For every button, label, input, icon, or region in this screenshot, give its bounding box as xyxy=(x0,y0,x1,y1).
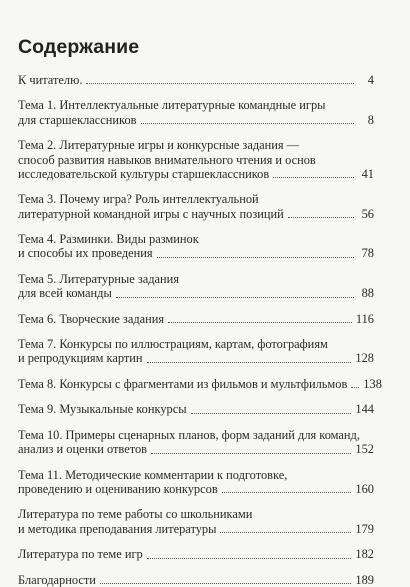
toc-entry xyxy=(18,192,374,221)
page-number: 56 xyxy=(361,206,374,221)
toc-entry-text xyxy=(18,428,374,457)
dot-leader xyxy=(86,83,354,84)
toc-entry-line: Тема 2. Литературные игры и конкурсные задания — xyxy=(18,138,300,153)
page-number: 4 xyxy=(367,73,374,87)
toc-entry-text xyxy=(18,312,374,326)
toc-entry xyxy=(18,428,374,457)
toc-entry-text xyxy=(18,73,374,87)
dot-leader xyxy=(147,558,352,559)
dot-leader xyxy=(191,413,352,414)
page-number: 8 xyxy=(367,112,374,127)
dot-leader xyxy=(157,257,354,258)
toc-entry-text xyxy=(18,138,374,181)
toc-entry-line: Тема 5. Литературные задания xyxy=(18,271,180,286)
toc-entry-text xyxy=(18,98,374,127)
toc-entry xyxy=(18,468,374,497)
toc-entry xyxy=(18,73,374,87)
toc-entry-text xyxy=(18,573,374,587)
toc-entry-line: и методика преподавания литературы xyxy=(18,521,217,536)
dot-leader xyxy=(116,297,354,298)
toc-entry-text xyxy=(18,468,374,497)
dot-leader xyxy=(147,362,352,363)
page-number: 88 xyxy=(361,286,374,301)
dot-leader xyxy=(288,217,354,218)
page-number: 152 xyxy=(355,442,374,457)
toc-entry-line: и способы их проведения xyxy=(18,246,153,261)
toc-entry-line: и репродукциям картин xyxy=(18,351,143,366)
toc-entry-line: Тема 9. Музыкальные конкурсы xyxy=(18,402,187,417)
toc-entry-line: Тема 11. Методические комментарии к подготовке, xyxy=(18,467,288,482)
page-number: 189 xyxy=(355,572,374,587)
toc-entry xyxy=(18,232,374,261)
toc-entry-text xyxy=(18,232,374,261)
page-number: 78 xyxy=(361,246,374,261)
dot-leader xyxy=(273,177,354,178)
toc-entry-line: Тема 1. Интеллектуальные литературные командные игры xyxy=(18,98,326,113)
toc-entry xyxy=(18,402,374,416)
toc-entry-line: анализ и оценки ответов xyxy=(18,442,148,457)
toc-entry-line: Тема 10. Примеры сценарных планов, форм заданий для команд, xyxy=(18,427,360,442)
toc-entry xyxy=(18,312,374,326)
dot-leader xyxy=(168,322,352,323)
toc-entry-text xyxy=(18,377,382,391)
toc-entry-line: способ развития навыков внимательного чтения и основ xyxy=(18,152,316,167)
toc-entry-line: для старшеклассников xyxy=(18,112,137,127)
dot-leader xyxy=(222,492,352,493)
toc-entry xyxy=(18,138,374,181)
toc-entry-line: литературной командной игры с научных позиций xyxy=(18,206,284,221)
page-number: 116 xyxy=(355,311,374,326)
page-number: 179 xyxy=(355,521,374,536)
toc-entry xyxy=(18,98,374,127)
toc-entry-text xyxy=(18,547,374,561)
toc-entry-line: К читателю. xyxy=(18,73,83,87)
toc-entry-line: исследовательской культуры старшеклассников xyxy=(18,166,270,181)
toc-entry xyxy=(18,376,382,391)
toc-entry-line: для всей команды xyxy=(18,286,112,301)
page-number: 128 xyxy=(355,351,374,366)
toc-entry xyxy=(18,547,374,561)
toc-entry-line: Литература по теме игр xyxy=(18,547,143,562)
toc-entry-line: Благодарности xyxy=(18,572,96,587)
toc-entry-line: Тема 4. Разминки. Виды разминок xyxy=(18,232,199,247)
page-number: 182 xyxy=(355,547,374,562)
toc-entry xyxy=(18,337,374,366)
toc-list xyxy=(18,73,382,587)
toc-entry-line: Тема 6. Творческие задания xyxy=(18,311,165,326)
toc-entry-text xyxy=(18,402,374,416)
toc-entry-line: Тема 3. Почему игра? Роль интеллектуальной xyxy=(18,192,259,207)
toc-entry-line: проведению и оцениванию конкурсов xyxy=(18,482,218,496)
page-number: 160 xyxy=(355,482,374,496)
page-number: 144 xyxy=(355,402,374,417)
toc-entry-line: Тема 8. Конкурсы с фрагментами из фильмов и мультфильмов xyxy=(18,376,348,391)
toc-entry xyxy=(18,573,374,587)
page-number: 138 xyxy=(363,376,382,391)
dot-leader xyxy=(220,532,351,533)
toc-entry-line: Литература по теме работы со школьниками xyxy=(18,507,253,522)
toc-entry-text xyxy=(18,337,374,366)
dot-leader xyxy=(351,387,359,388)
toc-entry xyxy=(18,507,374,536)
dot-leader xyxy=(141,123,355,124)
toc-entry-line: Тема 7. Конкурсы по иллюстрациям, картам, фотографиям xyxy=(18,337,328,352)
dot-leader xyxy=(151,453,351,454)
toc-entry xyxy=(18,272,374,301)
page-title: Содержание xyxy=(18,36,140,58)
dot-leader xyxy=(100,583,351,584)
page-number: 41 xyxy=(361,166,374,181)
toc-entry-text xyxy=(18,507,374,536)
toc-entry-text xyxy=(18,192,374,221)
toc-entry-text xyxy=(18,272,374,301)
